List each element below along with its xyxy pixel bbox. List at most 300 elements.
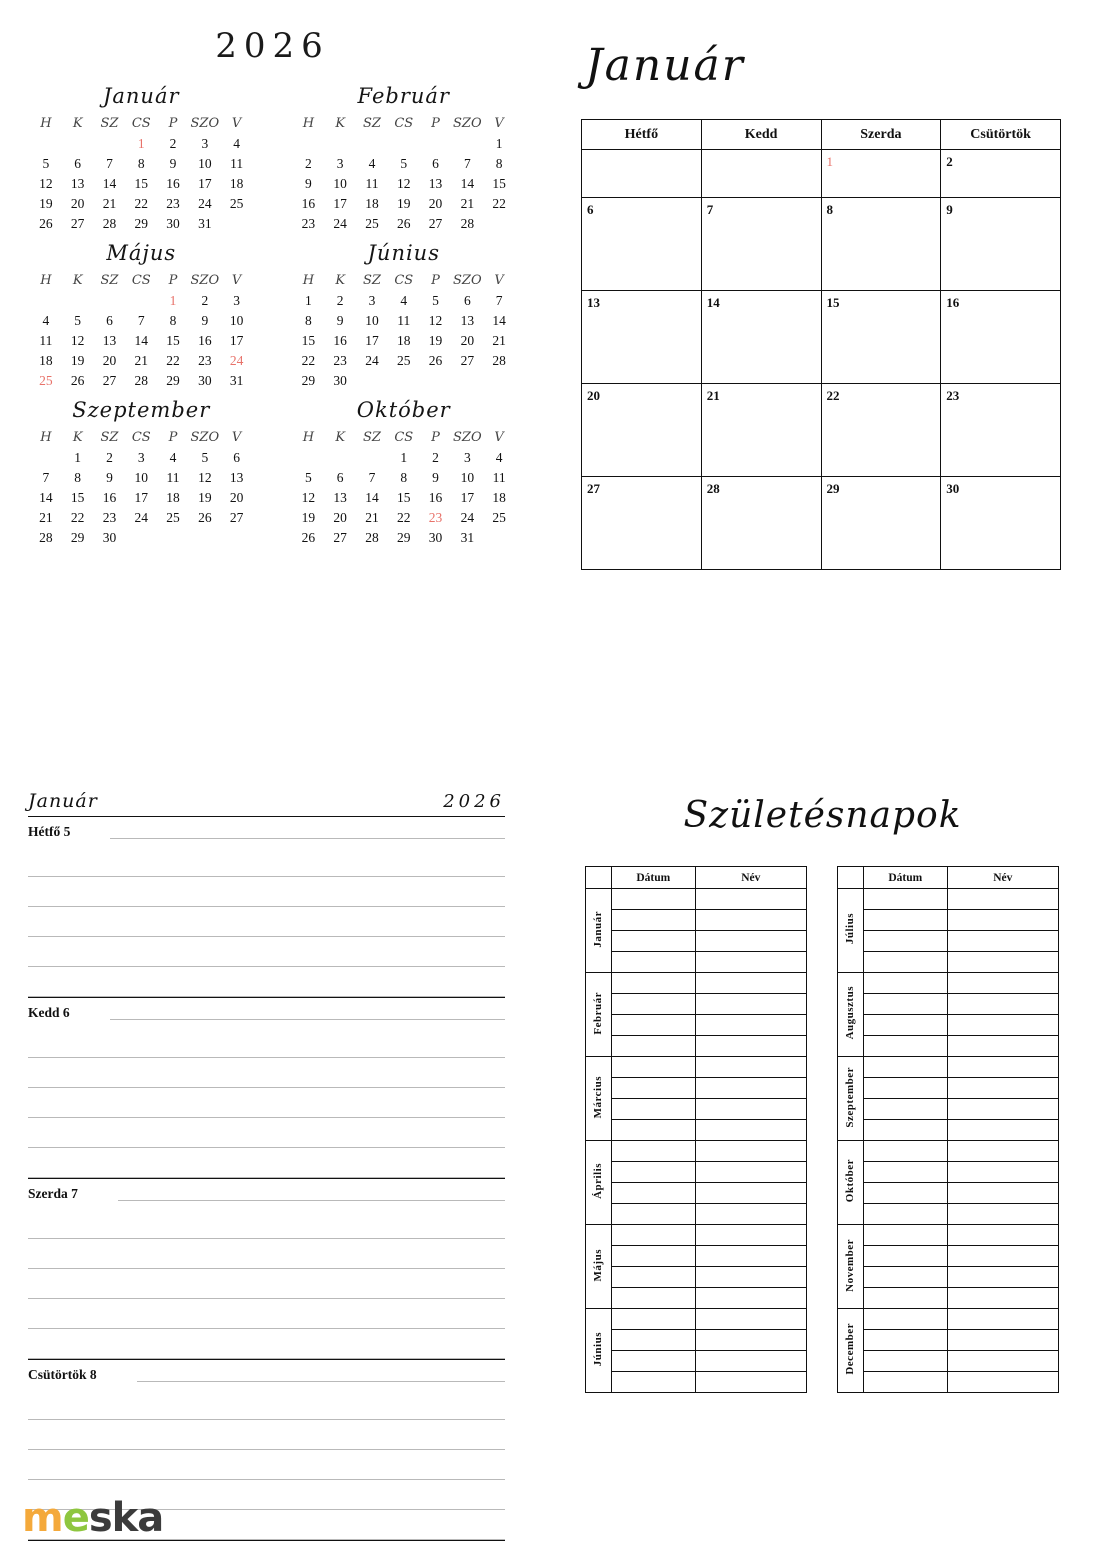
birthdays-month-label: [586, 1141, 612, 1225]
birthdays-date-cell[interactable]: [611, 973, 695, 994]
weekly-write-line[interactable]: [28, 1148, 505, 1178]
birthdays-date-cell[interactable]: [611, 1183, 695, 1204]
month-page-title: Január: [585, 40, 745, 91]
birthdays-name-cell[interactable]: [947, 1036, 1058, 1057]
month-day-cell[interactable]: [821, 198, 941, 291]
mini-day-cell: 7: [495, 293, 503, 308]
mini-day-cell: 11: [166, 470, 180, 485]
weekly-write-line[interactable]: [28, 877, 505, 907]
birthdays-date-cell[interactable]: [611, 1267, 695, 1288]
month-day-cell[interactable]: [821, 150, 941, 198]
birthdays-name-cell[interactable]: [695, 1120, 806, 1141]
birthdays-date-cell[interactable]: [863, 1309, 947, 1330]
birthdays-name-cell[interactable]: [947, 1330, 1058, 1351]
logo-letter-e: e: [62, 1495, 89, 1541]
weekly-write-line[interactable]: [28, 1420, 505, 1450]
mini-day-cell: 6: [432, 156, 439, 171]
mini-day-cell: 23: [301, 216, 316, 231]
birthdays-date-cell[interactable]: [611, 1288, 695, 1309]
birthdays-name-cell[interactable]: [947, 1351, 1058, 1372]
mini-day-cell: 29: [70, 530, 85, 545]
month-column-header: Kedd: [701, 120, 821, 150]
birthdays-date-cell[interactable]: [611, 931, 695, 952]
month-day-number: 28: [706, 481, 720, 496]
birthdays-name-cell[interactable]: [695, 1036, 806, 1057]
birthdays-name-cell[interactable]: [947, 931, 1058, 952]
month-day-cell[interactable]: [941, 384, 1061, 477]
month-day-number: 22: [826, 388, 840, 403]
mini-day-cell: 31: [229, 373, 244, 388]
mini-day-cell: 21: [134, 353, 148, 368]
mini-day-cell: 28: [460, 216, 475, 231]
meska-logo: [22, 1495, 163, 1541]
birthdays-name-cell[interactable]: [695, 1330, 806, 1351]
birthdays-name-cell[interactable]: [695, 1057, 806, 1078]
birthdays-name-cell[interactable]: [947, 1141, 1058, 1162]
birthdays-name-cell[interactable]: [947, 1057, 1058, 1078]
month-day-cell[interactable]: [821, 477, 941, 570]
birthdays-month-label: [838, 889, 864, 973]
mini-day-cell: 28: [39, 530, 53, 545]
mini-day-cell: 8: [495, 156, 503, 171]
birthdays-date-cell[interactable]: [611, 1330, 695, 1351]
birthdays-date-cell[interactable]: [863, 952, 947, 973]
mini-day-cell: 6: [74, 156, 82, 171]
birthdays-date-cell[interactable]: [611, 1246, 695, 1267]
birthdays-header-row: [838, 867, 1059, 889]
mini-day-cell: 8: [137, 156, 145, 171]
mini-day-cell: 16: [301, 196, 316, 211]
mini-day-cell: 26: [396, 216, 411, 231]
year-overview-page: [0, 0, 545, 740]
mini-day-cell: 1: [74, 450, 82, 465]
weekday-abbr: CS: [131, 273, 151, 288]
mini-day-cell: 24: [460, 510, 475, 525]
birthdays-date-cell[interactable]: [611, 1225, 695, 1246]
mini-day-cell: 13: [428, 176, 443, 191]
mini-day-cell: 6: [336, 470, 344, 485]
mini-day-cell: 10: [460, 470, 475, 485]
empty-cell: [293, 450, 325, 465]
mini-day-cell: 20: [460, 333, 475, 348]
month-week-row: [582, 477, 1061, 570]
birthdays-month-label: [838, 1057, 864, 1141]
birthdays-date-cell[interactable]: [863, 994, 947, 1015]
birthdays-row: [838, 1183, 1059, 1204]
birthdays-name-cell[interactable]: [947, 994, 1058, 1015]
birthdays-date-cell[interactable]: [863, 1204, 947, 1225]
empty-cell: [293, 136, 325, 151]
weekday-abbr: P: [168, 273, 178, 288]
month-day-cell[interactable]: [941, 291, 1061, 384]
birthdays-name-cell[interactable]: [947, 910, 1058, 931]
birthdays-date-cell[interactable]: [863, 1162, 947, 1183]
mini-day-cell: 26: [428, 353, 443, 368]
birthdays-date-cell[interactable]: [863, 1288, 947, 1309]
birthdays-row: [838, 1099, 1059, 1120]
weekly-day-label-row: [28, 1360, 505, 1390]
mini-day-cell: 21: [365, 510, 379, 525]
birthdays-row: [838, 1372, 1059, 1393]
weekday-abbr: P: [431, 273, 440, 288]
mini-month-name: Szeptember: [72, 398, 211, 422]
birthdays-name-cell[interactable]: [947, 1246, 1058, 1267]
weekday-abbr: K: [72, 273, 83, 288]
birthdays-name-cell[interactable]: [947, 1120, 1058, 1141]
weekly-write-line[interactable]: [110, 838, 505, 839]
birthdays-name-cell[interactable]: [695, 931, 806, 952]
weekly-write-line[interactable]: [28, 847, 505, 877]
birthdays-date-cell[interactable]: [611, 1036, 695, 1057]
birthdays-name-cell[interactable]: [947, 1078, 1058, 1099]
mini-day-cell: 28: [492, 353, 506, 368]
birthdays-name-cell[interactable]: [695, 889, 806, 910]
birthdays-date-cell[interactable]: [611, 1372, 695, 1393]
weekday-abbr: SZ: [100, 116, 119, 131]
birthdays-column-header: Dátum: [611, 867, 695, 889]
birthdays-name-cell[interactable]: [695, 1141, 806, 1162]
birthdays-date-cell[interactable]: [863, 1036, 947, 1057]
weekly-write-line[interactable]: [28, 1390, 505, 1420]
birthdays-name-cell[interactable]: [947, 973, 1058, 994]
birthdays-date-cell[interactable]: [611, 1120, 695, 1141]
birthdays-page: [545, 765, 1100, 1555]
birthdays-month-text: Szeptember: [844, 1066, 857, 1128]
birthdays-title: Születésnapok: [683, 795, 962, 836]
birthdays-name-cell[interactable]: [695, 1183, 806, 1204]
month-day-number: 15: [826, 295, 840, 310]
birthdays-row: [586, 973, 807, 994]
weekly-write-line[interactable]: [28, 1299, 505, 1329]
mini-day-cell: 5: [201, 450, 209, 465]
month-day-cell[interactable]: [821, 384, 941, 477]
mini-day-cell: 14: [460, 176, 475, 191]
month-day-cell[interactable]: [582, 477, 702, 570]
birthdays-date-cell[interactable]: [611, 1057, 695, 1078]
birthdays-name-cell[interactable]: [947, 889, 1058, 910]
empty-cell: [62, 136, 94, 151]
birthdays-month-text: November: [844, 1238, 857, 1292]
birthdays-name-cell[interactable]: [695, 910, 806, 931]
mini-day-cell: 24: [365, 353, 379, 368]
mini-month: [30, 84, 253, 231]
birthdays-date-cell[interactable]: [611, 952, 695, 973]
birthdays-row: [838, 1078, 1059, 1099]
mini-day-cell: 11: [365, 176, 379, 191]
weekday-abbr: CS: [394, 430, 414, 445]
month-day-cell[interactable]: [941, 150, 1061, 198]
mini-day-cell: 11: [397, 313, 411, 328]
birthdays-name-cell[interactable]: [947, 1309, 1058, 1330]
month-day-cell[interactable]: [701, 291, 821, 384]
weekly-day-label-row: [28, 817, 505, 847]
month-day-number: 8: [826, 202, 833, 217]
weekly-write-line[interactable]: [110, 1019, 505, 1020]
mini-day-cell: 16: [333, 333, 347, 348]
birthdays-row: [838, 1225, 1059, 1246]
mini-day-cell: 17: [333, 196, 347, 211]
birthdays-date-cell[interactable]: [611, 994, 695, 1015]
birthdays-name-cell[interactable]: [695, 1078, 806, 1099]
mini-day-cell: 20: [102, 353, 117, 368]
mini-day-cell: 4: [495, 450, 503, 465]
weekly-write-line[interactable]: [28, 1239, 505, 1269]
birthdays-row: [586, 1078, 807, 1099]
birthdays-name-cell[interactable]: [947, 1099, 1058, 1120]
weekday-abbr: V: [494, 430, 504, 445]
birthdays-date-cell[interactable]: [611, 1099, 695, 1120]
month-day-cell[interactable]: [701, 150, 821, 198]
month-day-number: 21: [706, 388, 720, 403]
mini-day-cell: 3: [336, 156, 344, 171]
birthdays-name-cell[interactable]: [947, 1225, 1058, 1246]
birthdays-row: [586, 1162, 807, 1183]
weekday-abbr: SZ: [362, 273, 381, 288]
birthdays-name-cell[interactable]: [947, 1162, 1058, 1183]
birthdays-name-cell[interactable]: [947, 1372, 1058, 1393]
weekly-write-line[interactable]: [28, 1269, 505, 1299]
month-day-cell[interactable]: [582, 150, 702, 198]
mini-day-cell: 12: [198, 470, 212, 485]
weekday-abbr: H: [40, 273, 52, 288]
mini-day-cell: 19: [396, 196, 411, 211]
weekday-abbr: H: [302, 116, 315, 131]
weekly-write-line[interactable]: [28, 1118, 505, 1148]
mini-day-cell: 29: [396, 530, 411, 545]
birthdays-name-cell[interactable]: [695, 952, 806, 973]
mini-day-cell: 18: [229, 176, 244, 191]
month-day-cell[interactable]: [582, 291, 702, 384]
mini-month-name: Október: [356, 398, 451, 422]
month-column-header: Csütörtök: [941, 120, 1061, 150]
mini-month: [293, 84, 516, 231]
mini-month-weekday-row: [30, 273, 253, 288]
month-day-cell[interactable]: [941, 198, 1061, 291]
birthdays-date-cell[interactable]: [863, 1225, 947, 1246]
birthdays-name-cell[interactable]: [947, 1183, 1058, 1204]
weekly-write-line[interactable]: [28, 1028, 505, 1058]
birthdays-date-cell[interactable]: [863, 889, 947, 910]
birthdays-name-cell[interactable]: [695, 1246, 806, 1267]
birthdays-date-cell[interactable]: [611, 1351, 695, 1372]
birthdays-name-cell[interactable]: [695, 994, 806, 1015]
birthdays-row: [838, 931, 1059, 952]
birthdays-name-cell[interactable]: [695, 1015, 806, 1036]
birthdays-row: [586, 1057, 807, 1078]
weekly-write-line[interactable]: [28, 1450, 505, 1480]
birthdays-date-cell[interactable]: [863, 1267, 947, 1288]
mini-day-cell: 23: [102, 510, 117, 525]
birthdays-date-cell[interactable]: [611, 1015, 695, 1036]
mini-day-cell: 24: [333, 216, 347, 231]
mini-day-cell: 17: [134, 490, 148, 505]
weekly-day-block: [28, 817, 505, 997]
mini-day-cell: 4: [169, 450, 177, 465]
mini-day-cell: 12: [396, 176, 411, 191]
weekday-abbr: K: [335, 430, 346, 445]
birthdays-date-cell[interactable]: [863, 931, 947, 952]
weekly-write-line[interactable]: [137, 1381, 505, 1382]
month-day-cell[interactable]: [821, 291, 941, 384]
month-day-cell[interactable]: [941, 477, 1061, 570]
mini-day-cell: 30: [428, 530, 443, 545]
weekday-abbr: K: [72, 430, 83, 445]
mini-day-cell: 26: [198, 510, 212, 525]
birthdays-date-cell[interactable]: [611, 889, 695, 910]
mini-day-cell: 10: [365, 313, 379, 328]
birthdays-name-cell[interactable]: [947, 1267, 1058, 1288]
birthdays-name-cell[interactable]: [947, 952, 1058, 973]
mini-day-cell: 1: [495, 136, 503, 151]
birthdays-month-label: [586, 889, 612, 973]
birthdays-date-cell[interactable]: [863, 1078, 947, 1099]
birthdays-row: [586, 1225, 807, 1246]
birthdays-name-cell[interactable]: [695, 1099, 806, 1120]
weekly-write-line[interactable]: [28, 1329, 505, 1359]
weekday-abbr: P: [168, 116, 178, 131]
birthdays-row: [838, 1015, 1059, 1036]
mini-day-cell: 30: [166, 216, 180, 231]
mini-month-name: Május: [106, 241, 177, 265]
birthdays-name-cell[interactable]: [695, 1309, 806, 1330]
mini-month-grid: [0, 66, 545, 545]
birthdays-name-cell[interactable]: [695, 973, 806, 994]
weekly-write-line[interactable]: [28, 937, 505, 967]
birthdays-date-cell[interactable]: [863, 1057, 947, 1078]
birthdays-date-cell[interactable]: [611, 1078, 695, 1099]
mini-day-cell: 9: [305, 176, 312, 191]
weekly-write-line[interactable]: [28, 967, 505, 997]
birthdays-date-cell[interactable]: [863, 1351, 947, 1372]
mini-day-cell: 22: [492, 196, 506, 211]
birthdays-month-text: Június: [592, 1331, 605, 1367]
weekday-abbr: V: [231, 116, 242, 131]
birthdays-name-cell[interactable]: [695, 1288, 806, 1309]
birthdays-date-cell[interactable]: [863, 1099, 947, 1120]
birthdays-name-cell[interactable]: [695, 1267, 806, 1288]
weekly-write-line[interactable]: [28, 1058, 505, 1088]
weekday-abbr: SZO: [190, 116, 220, 131]
mini-day-cell: 7: [463, 156, 471, 171]
birthdays-date-cell[interactable]: [863, 1141, 947, 1162]
birthdays-month-label: [586, 1057, 612, 1141]
month-day-number: 9: [946, 202, 953, 217]
mini-day-cell: 8: [305, 313, 312, 328]
birthdays-name-cell[interactable]: [947, 1204, 1058, 1225]
weekly-write-line[interactable]: [28, 1088, 505, 1118]
birthdays-header-row: [586, 867, 807, 889]
weekday-abbr: CS: [394, 116, 414, 131]
mini-day-cell: 7: [42, 470, 50, 485]
mini-day-cell: 30: [102, 530, 117, 545]
birthdays-name-cell[interactable]: [947, 1015, 1058, 1036]
birthdays-row: [586, 994, 807, 1015]
birthdays-month-text: Október: [844, 1159, 857, 1203]
birthdays-name-cell[interactable]: [695, 1162, 806, 1183]
mini-day-cell: 16: [102, 490, 117, 505]
weekly-day-label: Hétfő 5: [28, 824, 71, 839]
month-day-cell[interactable]: [701, 477, 821, 570]
weekday-abbr: H: [40, 116, 52, 131]
mini-day-cell: 1: [169, 293, 177, 308]
birthdays-name-cell[interactable]: [695, 1204, 806, 1225]
birthdays-name-cell[interactable]: [695, 1225, 806, 1246]
mini-day-cell: 14: [492, 313, 506, 328]
month-day-cell[interactable]: [701, 198, 821, 291]
birthdays-name-cell[interactable]: [947, 1288, 1058, 1309]
mini-day-cell: 21: [102, 196, 117, 211]
month-column-header: Hétfő: [582, 120, 702, 150]
birthdays-month-label: [586, 973, 612, 1057]
weekly-write-line[interactable]: [28, 907, 505, 937]
month-day-cell[interactable]: [582, 384, 702, 477]
mini-day-cell: 6: [463, 293, 471, 308]
birthdays-date-cell[interactable]: [863, 1246, 947, 1267]
birthdays-date-cell[interactable]: [863, 910, 947, 931]
weekday-abbr: P: [168, 430, 178, 445]
birthdays-row: [586, 1141, 807, 1162]
birthdays-corner-cell: [838, 867, 864, 889]
mini-day-cell: 5: [305, 470, 312, 485]
birthdays-row: [838, 1330, 1059, 1351]
year-title: 2026: [215, 26, 330, 66]
birthdays-name-cell[interactable]: [695, 1351, 806, 1372]
mini-month-name: Június: [367, 241, 440, 265]
birthdays-date-cell[interactable]: [611, 1309, 695, 1330]
birthdays-date-cell[interactable]: [611, 910, 695, 931]
weekly-day-block: [28, 1179, 505, 1359]
weekday-abbr: CS: [131, 116, 151, 131]
birthdays-date-cell[interactable]: [611, 1141, 695, 1162]
month-column-header: Szerda: [821, 120, 941, 150]
empty-cell: [356, 136, 388, 151]
mini-day-cell: 18: [365, 196, 379, 211]
mini-day-cell: 15: [166, 333, 180, 348]
birthdays-date-cell[interactable]: [863, 1372, 947, 1393]
mini-day-cell: 21: [492, 333, 506, 348]
birthdays-date-cell[interactable]: [611, 1162, 695, 1183]
mini-day-cell: 2: [336, 293, 344, 308]
weekly-write-line[interactable]: [118, 1200, 505, 1201]
birthdays-date-cell[interactable]: [863, 1183, 947, 1204]
empty-cell: [30, 450, 62, 465]
weekday-abbr: CS: [131, 430, 151, 445]
weekday-abbr: K: [72, 116, 83, 131]
birthdays-date-cell[interactable]: [863, 1120, 947, 1141]
birthdays-date-cell[interactable]: [863, 1330, 947, 1351]
birthdays-row: [586, 1309, 807, 1330]
birthdays-date-cell[interactable]: [863, 1015, 947, 1036]
birthdays-month-text: Március: [592, 1075, 605, 1119]
birthdays-date-cell[interactable]: [863, 973, 947, 994]
weekly-write-line[interactable]: [28, 1209, 505, 1239]
mini-day-cell: 3: [233, 293, 240, 308]
month-day-cell[interactable]: [701, 384, 821, 477]
weekly-day-label-row: [28, 1179, 505, 1209]
birthdays-row: [838, 1351, 1059, 1372]
birthdays-month-text: Augusztus: [844, 986, 857, 1040]
birthdays-name-cell[interactable]: [695, 1372, 806, 1393]
mini-day-cell: 31: [460, 530, 475, 545]
mini-day-cell: 10: [134, 470, 148, 485]
birthdays-row: [838, 1036, 1059, 1057]
weekday-abbr: SZO: [453, 116, 482, 131]
month-day-cell[interactable]: [582, 198, 702, 291]
birthdays-row: [838, 952, 1059, 973]
mini-day-cell: 16: [198, 333, 212, 348]
mini-day-cell: 17: [365, 333, 379, 348]
birthdays-date-cell[interactable]: [611, 1204, 695, 1225]
